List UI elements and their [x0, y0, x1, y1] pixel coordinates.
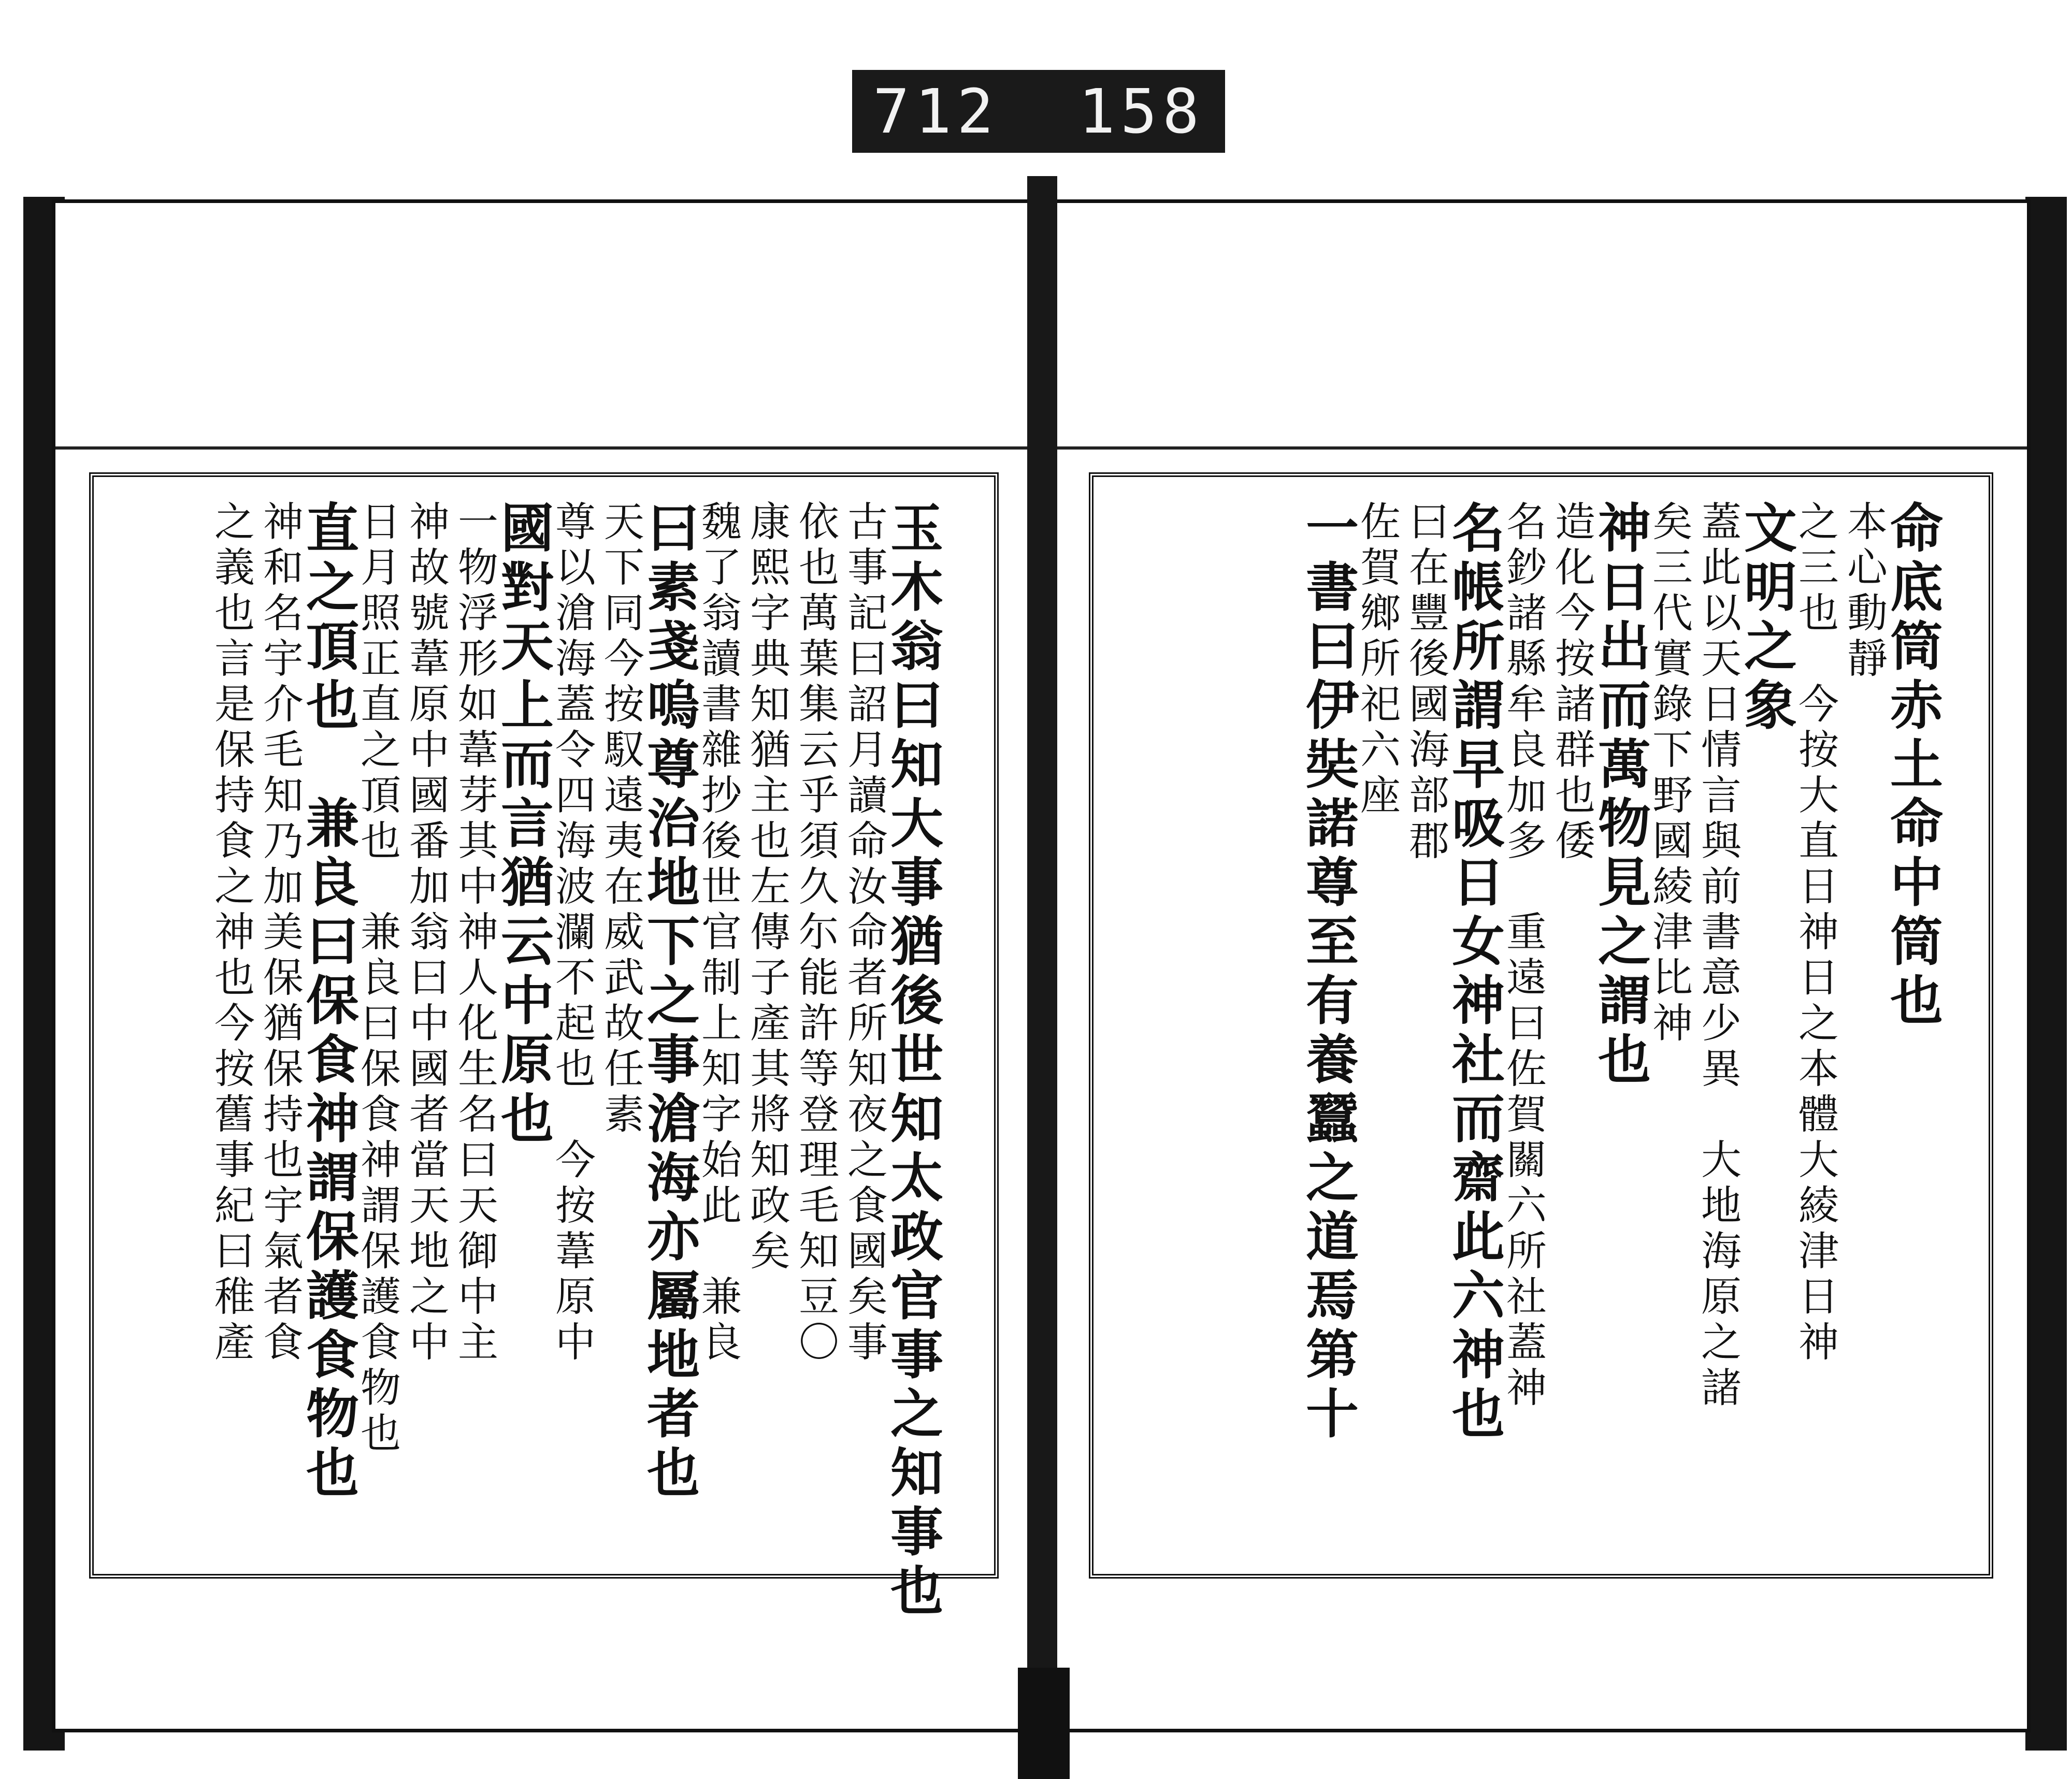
label-number-right: 158: [1078, 76, 1204, 147]
right-page-text-frame: [1089, 472, 1993, 1579]
label-number-left: 712: [873, 76, 999, 147]
left_page-column: 國對天上而言猶云中原也: [492, 500, 554, 1150]
left_page-column: 玉木翁曰知大事猶後世知太政官事之知事也: [882, 500, 944, 1622]
right-page-columns: [1148, 500, 1944, 1558]
right_page-column: 佐賀鄉所祀六座: [1354, 500, 1400, 819]
left_page-column: 依也萬葉集云乎須久尓能許等登理毛知豆〇: [792, 500, 839, 1366]
left_page-column: 康熙字典知猶主也左傳子產其將知政矣: [743, 500, 790, 1275]
open-book: [23, 176, 2067, 1779]
right_page-column: 文明之象: [1735, 500, 1797, 736]
right_page-column: 矣三代實錄下野國綾津比神: [1646, 500, 1692, 1047]
right_page-column: 蓋此以天日情言與前書意少異 大地海原之諸: [1694, 500, 1741, 1412]
right_page-column: 名鈔諸縣牟良加多 重遠曰佐賀關六所社蓋神: [1500, 500, 1546, 1412]
right_page-column: 造化今按諸群也倭: [1548, 500, 1595, 865]
left_page-column: 日月照正直之頂也 兼良曰保食神謂保護食物也: [354, 500, 400, 1457]
left_page-column: 尊以滄海蓋令四海波瀾不起也 今按葦原中: [549, 500, 595, 1366]
left-page: [52, 199, 1036, 1732]
left-page-text-frame: [89, 472, 999, 1622]
right_page-column: 曰在豐後國海部郡: [1402, 500, 1449, 865]
left_page-column: 古事記曰詔月讀命汝命者所知夜之食國矣事: [841, 500, 887, 1366]
left_page-column: 魏了翁讀書雜抄後世官制上知字始此 兼良: [695, 500, 741, 1366]
left-page-columns: [151, 500, 944, 1622]
right_page-column: 一書曰伊奘諾尊至有養蠶之道焉第十: [1297, 500, 1359, 1445]
archive-number-label: [852, 70, 1225, 153]
left_page-column: 神故號葦原中國番加翁曰中國者當天地之中: [402, 500, 449, 1366]
left_page-column: 一物浮形如葦芽其中神人化生名曰天御中主: [451, 500, 498, 1366]
right_page-column: 本心動靜: [1840, 500, 1887, 683]
right_page-column: 命底筒赤土命中筒也: [1881, 500, 1944, 1032]
left_page-column: 天下同今按馭遠夷在威武故任素: [597, 500, 644, 1138]
book-gutter-shadow: [1018, 1668, 1070, 1779]
right_page-column: 神日出而萬物見之謂也: [1589, 500, 1651, 1091]
left_page-column: 直之頂也 兼良曰保食神謂保護食物也: [297, 500, 359, 1504]
left_page-column: 神和名宇介毛知乃加美保猶保持也宇氣者食: [256, 500, 303, 1366]
left_page-column: 曰素戔嗚尊治地下之事滄海亦屬地者也: [638, 500, 700, 1504]
right_page-column: 之三也 今按大直日神日之本體大綾津日神: [1792, 500, 1838, 1366]
right-page-top-margin: [1055, 203, 2027, 450]
book-edge-right: [2025, 197, 2067, 1751]
left_page-column: 之義也言是保持食之神也今按舊事紀曰稚產: [208, 500, 254, 1366]
left-page-top-margin: [55, 203, 1032, 450]
right-page: [1052, 199, 2031, 1732]
right_page-column: 名帳所謂早吸日女神社而齋此六神也: [1443, 500, 1505, 1445]
book-gutter: [1027, 176, 1057, 1779]
